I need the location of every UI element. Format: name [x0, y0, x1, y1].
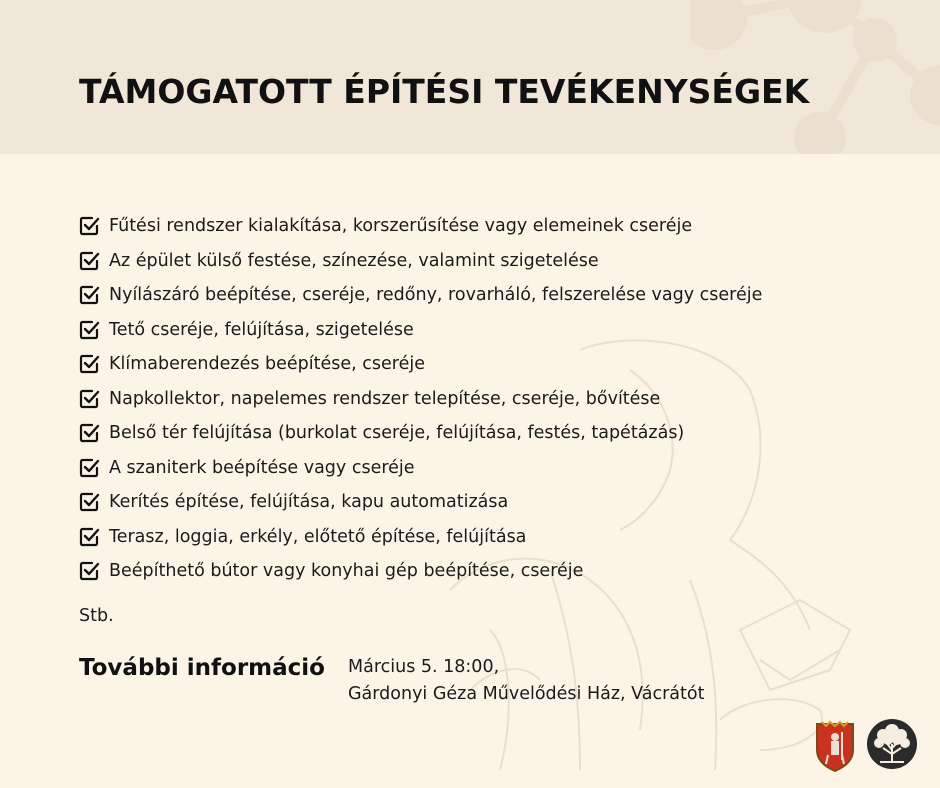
checkbox-checked-icon [78, 388, 100, 410]
info-date: Március 5. 18:00, [348, 657, 500, 677]
list-item [78, 520, 762, 555]
list-item-label: Az épület külső festése, színezése, valamint szigetelése [109, 250, 599, 271]
checkbox-checked-icon [78, 353, 100, 375]
tree-logo [866, 718, 918, 770]
list-item-label: Belső tér felújítása (burkolat cseréje, felújítása, festés, tapétázás) [109, 423, 685, 444]
list-item-label: Nyílászáró beépítése, cseréje, redőny, rovarháló, felszerelése vagy cseréje [109, 285, 763, 306]
etc-text: Stb. [79, 606, 114, 626]
list-item-label: Beépíthető bútor vagy konyhai gép beépítése, cseréje [109, 561, 584, 582]
list-item [78, 451, 762, 486]
list-item-label: Tető cseréje, felújítása, szigetelése [109, 319, 414, 340]
list-item-label: Fűtési rendszer kialakítása, korszerűsítése vagy elemeinek cseréje [109, 216, 693, 237]
checkbox-checked-icon [78, 284, 100, 306]
checkbox-checked-icon [78, 215, 100, 237]
coat-of-arms-logo [814, 720, 856, 772]
list-item [78, 313, 762, 348]
list-item [78, 209, 762, 244]
list-item [78, 416, 762, 451]
info-details [348, 654, 704, 708]
list-item-label: A szaniterk beépítése vagy cseréje [109, 457, 415, 478]
list-item [78, 278, 762, 313]
checkbox-checked-icon [78, 250, 100, 272]
list-item-label: Terasz, loggia, erkély, előtető építése, felújítása [109, 526, 527, 547]
checkbox-checked-icon [78, 560, 100, 582]
info-label: További információ [79, 655, 325, 681]
list-item [78, 554, 762, 589]
checkbox-checked-icon [78, 422, 100, 444]
activity-list [78, 209, 762, 589]
list-item [78, 244, 762, 279]
list-item [78, 485, 762, 520]
list-item-label: Kerítés építése, felújítása, kapu automatizása [109, 492, 509, 513]
checkbox-checked-icon [78, 457, 100, 479]
checkbox-checked-icon [78, 491, 100, 513]
list-item [78, 347, 762, 382]
list-item [78, 382, 762, 417]
list-item-label: Napkollektor, napelemes rendszer telepítése, cseréje, bővítése [109, 388, 661, 409]
checkbox-checked-icon [78, 319, 100, 341]
list-item-label: Klímaberendezés beépítése, cseréje [109, 354, 425, 375]
info-venue: Gárdonyi Géza Művelődési Ház, Vácrátót [348, 684, 705, 704]
checkbox-checked-icon [78, 526, 100, 548]
page-title: TÁMOGATOTT ÉPÍTÉSI TEVÉKENYSÉGEK [79, 72, 810, 111]
